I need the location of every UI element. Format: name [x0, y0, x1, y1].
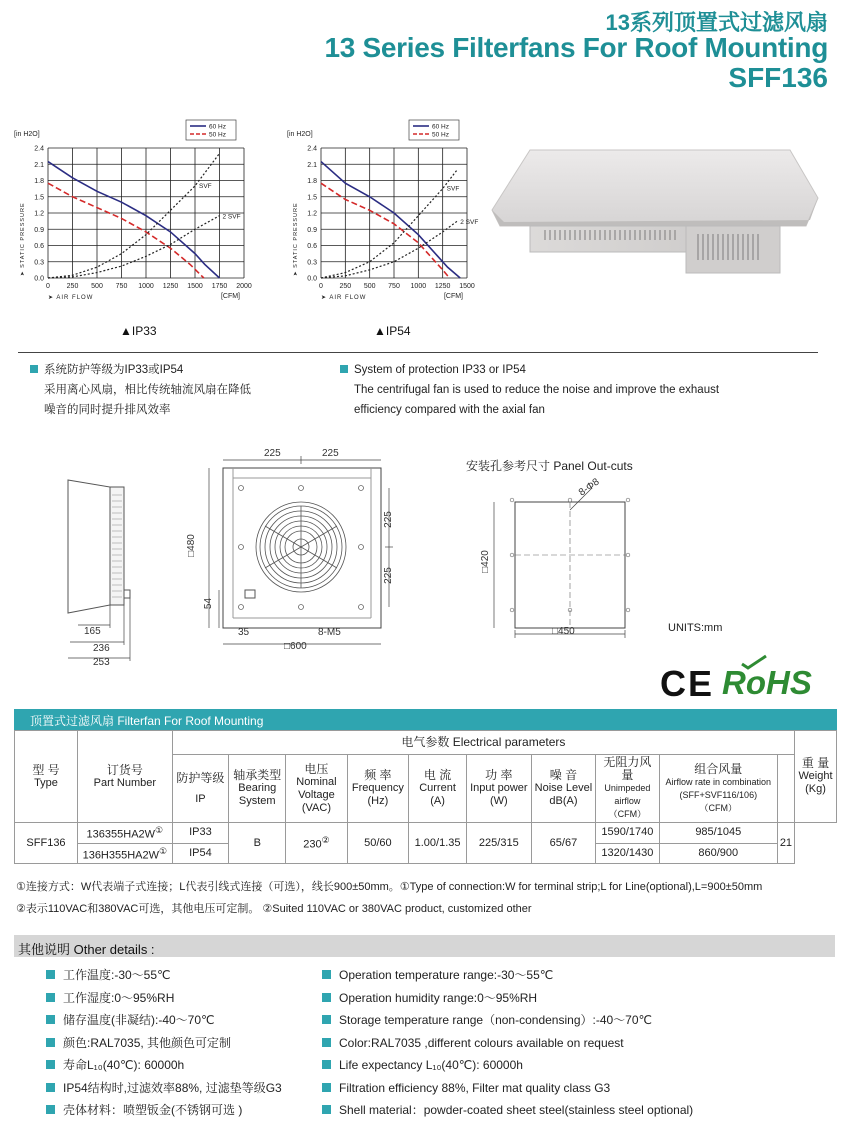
y-tick-label: 0.9: [34, 226, 44, 234]
feature-en-1: System of protection IP33 or IP54: [354, 364, 526, 376]
front-view-drawing: [195, 450, 415, 660]
series-line-60-hz: [48, 162, 220, 278]
bullet-icon: [322, 1038, 331, 1047]
detail-cn: 颜色:RAL7035, 其他颜色可定制: [46, 1032, 282, 1055]
dim-225-right-bottom: 225: [382, 567, 394, 584]
dim-480: □480: [185, 534, 197, 557]
cell-power: 225/315: [466, 823, 531, 864]
y-tick-label: 0.3: [307, 259, 317, 267]
y-tick-label: 2.4: [34, 145, 44, 153]
header-airflow: 无阻力风量 Unimpeded airflow （CFM）: [596, 755, 660, 823]
note-1: ①连接方式：W代表端子式连接；L代表引线式连接（可选），线长900±50mm。①Type of connection:W for terminal strip;L for Line(optional),L=900±50mm: [16, 881, 763, 893]
y-tick-label: 0.3: [34, 259, 44, 267]
cell-airflow-1: 1590/1740: [596, 823, 660, 844]
y-tick-label: 0.6: [307, 243, 317, 250]
table-banner: 顶置式过滤风扇 Filterfan For Roof Mounting: [14, 709, 837, 730]
cell-combo-1: 985/1045: [659, 823, 777, 844]
dim-450: □450: [552, 626, 575, 637]
header-electrical: 电气参数 Electrical parameters: [172, 731, 794, 755]
chart-caption-ip33: ▲IP33: [120, 324, 157, 338]
y-axis-label: ➤ STATIC PRESSURE: [20, 202, 26, 276]
detail-cn: IP54结构时,过滤效率88%, 过滤垫等级G3: [46, 1077, 282, 1100]
header-type: 型 号 Type: [15, 731, 78, 823]
dim-54: 54: [203, 597, 215, 610]
x-tick-label: 1000: [138, 283, 154, 290]
side-view-drawing: [60, 465, 160, 675]
detail-cn: 工作温度:-30～55℃: [46, 964, 282, 987]
feature-cn-3: 噪音的同时提升排风效率: [44, 404, 171, 416]
header-combo: 组合风量 Airflow rate in combination (SFF+SVF116/106) （CFM）: [659, 755, 777, 823]
y-unit-label: [in H2O]: [14, 131, 40, 138]
x-unit-label: [CFM]: [443, 293, 463, 300]
units-label: UNITS:mm: [668, 622, 723, 634]
x-tick-label: 2000: [236, 283, 252, 290]
detail-cn: 壳体材料：喷塑钣金(不锈钢可选 ): [46, 1099, 282, 1122]
legend-label-60hz: 60 Hz: [432, 123, 449, 131]
bullet-icon: [46, 1105, 55, 1114]
cell-part-1: 136355HA2W①: [77, 823, 172, 844]
feature-cn-1: 系统防护等级为IP33或IP54: [44, 364, 184, 376]
panel-cutout-drawing: [480, 480, 650, 640]
bullet-icon: [46, 993, 55, 1002]
y-tick-label: 1.2: [34, 210, 44, 218]
cell-part-2: 136H355HA2W①: [77, 843, 172, 864]
chart-caption-ip54: ▲IP54: [374, 324, 411, 338]
feature-en-3: efficiency compared with the axial fan: [354, 404, 545, 416]
cell-combo-2: 860/900: [659, 843, 777, 864]
cell-frequency: 50/60: [347, 823, 409, 864]
features-en: [340, 360, 719, 420]
panel-cutout-title: 安装孔参考尺寸 Panel Out-cuts: [466, 459, 633, 473]
y-tick-label: 2.4: [307, 145, 317, 153]
header-part: 订货号 Part Number: [77, 731, 172, 823]
features-cn: [30, 360, 251, 420]
x-tick-label: 750: [115, 283, 128, 290]
header-weight: 重 量 Weight (Kg): [795, 731, 837, 823]
series-line-2-svf: [321, 221, 457, 278]
y-tick-label: 1.8: [307, 178, 317, 185]
title-cn: 13系列顶置式过滤风扇: [605, 10, 828, 35]
cell-current: 1.00/1.35: [409, 823, 467, 864]
y-tick-label: 2.1: [34, 161, 44, 169]
x-tick-label: 250: [66, 283, 79, 290]
other-details-en: [322, 964, 693, 1122]
x-tick-label: 1500: [187, 283, 203, 290]
y-tick-label: 1.5: [307, 194, 317, 202]
series-line-50-hz: [321, 183, 449, 278]
detail-en: Operation humidity range:0～95%RH: [322, 987, 693, 1010]
bullet-icon: [30, 365, 38, 373]
legend-label-50hz: 50 Hz: [209, 131, 226, 139]
checkmark-icon: [740, 654, 770, 670]
bullet-icon: [46, 1060, 55, 1069]
series-line-svf: [48, 153, 220, 278]
bullet-icon: [322, 1083, 331, 1092]
cell-airflow-2: 1320/1430: [596, 843, 660, 864]
bullet-icon: [322, 993, 331, 1002]
cell-ip-2: IP54: [172, 843, 228, 864]
cell-weight: 21: [777, 823, 794, 864]
detail-en: Color:RAL7035 ,different colours available on request: [322, 1032, 693, 1055]
detail-cn: 工作湿度:0～95%RH: [46, 987, 282, 1010]
feature-cn-2: 采用离心风扇，相比传统轴流风扇在降低: [44, 384, 251, 396]
legend-label-50hz: 50 Hz: [432, 131, 449, 139]
detail-en: Operation temperature range:-30～55℃: [322, 964, 693, 987]
y-tick-label: 1.2: [307, 210, 317, 218]
bullet-icon: [46, 1015, 55, 1024]
annotation-svf: SVF: [199, 182, 212, 190]
y-tick-label: 1.8: [34, 178, 44, 185]
header-noise: 噪 音 Noise Level dB(A): [531, 755, 595, 823]
detail-en: Life expectancy L₁₀(40℃): 60000h: [322, 1054, 693, 1077]
dim-600: □600: [284, 641, 307, 652]
dim-8-phi8: 8-Φ8: [576, 476, 602, 499]
series-line-50-hz: [48, 183, 204, 278]
y-tick-label: 0.0: [307, 275, 317, 283]
annotation-2svf: 2 SVF: [460, 219, 479, 227]
y-tick-label: 0.0: [34, 275, 44, 283]
x-axis-label: ➤ AIR FLOW: [48, 295, 94, 301]
note-2: ②表示110VAC和380VAC可选，其他电压可定制。 ②Suited 110VAC or 380VAC product, customized other: [16, 903, 532, 915]
rohs-logo: RoHS: [722, 664, 812, 701]
bullet-icon: [46, 1083, 55, 1092]
bullet-icon: [322, 1060, 331, 1069]
dim-253: 253: [93, 657, 110, 668]
cell-ip-1: IP33: [172, 823, 228, 844]
bullet-icon: [46, 1038, 55, 1047]
detail-en: Shell material：powder-coated sheet steel(stainless steel optional): [322, 1099, 693, 1122]
dim-8-m5: 8-M5: [318, 627, 341, 638]
y-tick-label: 2.1: [307, 161, 317, 169]
other-details-cn: [46, 964, 282, 1122]
header-ip: 防护等级 IP: [172, 755, 228, 823]
y-unit-label: [in H2O]: [287, 131, 313, 138]
table-row: [15, 823, 837, 844]
other-details-title: 其他说明 Other details :: [14, 935, 835, 957]
bullet-icon: [340, 365, 348, 373]
ce-logo: CE: [660, 663, 715, 704]
x-tick-label: 750: [388, 283, 400, 290]
header-frequency: 频 率 Frequency (Hz): [347, 755, 409, 823]
x-tick-label: 1000: [410, 283, 427, 290]
model-title: SFF136: [728, 62, 828, 93]
bullet-icon: [322, 1105, 331, 1114]
y-tick-label: 0.9: [307, 226, 317, 234]
detail-en: Storage temperature range（non-condensing）:-40～70℃: [322, 1009, 693, 1032]
y-tick-label: 0.6: [34, 243, 44, 250]
x-tick-label: 1500: [459, 283, 475, 290]
dim-225-top-right: 225: [322, 448, 339, 459]
detail-cn: 储存温度(非凝结):-40～70℃: [46, 1009, 282, 1032]
legend-label-60hz: 60 Hz: [209, 123, 226, 131]
x-tick-label: 1250: [434, 283, 451, 290]
header-current: 电 流 Current (A): [409, 755, 467, 823]
cell-bearing: B: [229, 823, 286, 864]
title-en: 13 Series Filterfans For Roof Mounting: [324, 32, 828, 63]
cell-type: SFF136: [15, 823, 78, 864]
x-tick-label: 1250: [162, 283, 179, 290]
dim-236: 236: [93, 643, 110, 654]
feature-en-2: The centrifugal fan is used to reduce the noise and improve the exhaust: [354, 384, 720, 396]
y-tick-label: 1.5: [34, 194, 44, 202]
bullet-icon: [322, 970, 331, 979]
x-tick-label: 500: [363, 283, 376, 290]
detail-cn: 寿命L₁₀(40℃): 60000h: [46, 1054, 282, 1077]
x-tick-label: 1750: [211, 283, 228, 290]
dim-35: 35: [238, 627, 250, 638]
divider: [18, 352, 818, 353]
series-line-60-hz: [321, 162, 460, 278]
bullet-icon: [46, 970, 55, 979]
annotation-svf: SVF: [446, 185, 460, 193]
chart-ip54: [283, 118, 483, 308]
detail-en: Filtration efficiency 88%, Filter mat quality class G3: [322, 1077, 693, 1100]
dim-225-top-left: 225: [264, 448, 281, 459]
annotation-2svf: 2 SVF: [222, 213, 241, 221]
header-power: 功 率 Input power (W): [466, 755, 531, 823]
header-voltage: 电压 Nominal Voltage (VAC): [286, 755, 347, 823]
chart-ip33: [10, 118, 272, 308]
y-axis-label: ➤ STATIC PRESSURE: [293, 202, 299, 276]
cell-voltage: 230②: [286, 823, 347, 864]
x-axis-label: ➤ AIR FLOW: [321, 295, 367, 301]
x-tick-label: 250: [339, 283, 352, 290]
dim-420: □420: [479, 550, 491, 573]
x-unit-label: [CFM]: [220, 293, 240, 300]
bullet-icon: [322, 1015, 331, 1024]
spec-table: [14, 730, 837, 864]
product-image: [490, 148, 820, 288]
cell-noise: 65/67: [531, 823, 595, 864]
x-tick-label: 0: [319, 283, 323, 290]
x-tick-label: 0: [46, 283, 50, 290]
header-bearing: 轴承类型 Bearing System: [229, 755, 286, 823]
x-tick-label: 500: [91, 283, 103, 290]
dim-165: 165: [84, 626, 101, 637]
dim-225-right-top: 225: [382, 511, 394, 528]
